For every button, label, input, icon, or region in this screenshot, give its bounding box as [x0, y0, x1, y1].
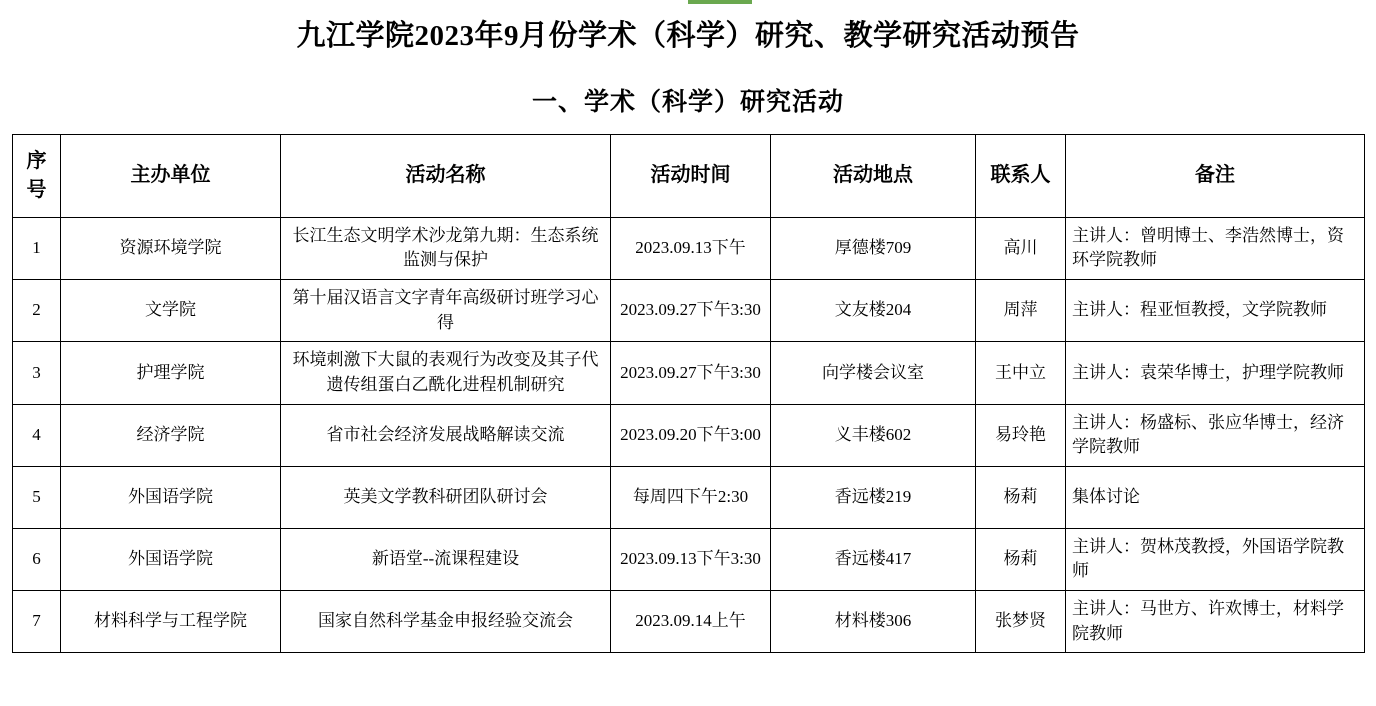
cell-remark: 主讲人：杨盛标、张应华博士，经济学院教师 [1066, 404, 1365, 466]
cell-organizer: 外国语学院 [61, 528, 281, 590]
cell-activity-time: 2023.09.20下午3:00 [611, 404, 771, 466]
cell-remark: 主讲人：袁荣华博士，护理学院教师 [1066, 342, 1365, 404]
cell-organizer: 资源环境学院 [61, 217, 281, 279]
cell-index: 1 [13, 217, 61, 279]
cell-activity-place: 香远楼417 [771, 528, 976, 590]
cell-remark: 主讲人：程亚恒教授，文学院教师 [1066, 279, 1365, 341]
cell-activity-time: 2023.09.13下午 [611, 217, 771, 279]
cell-organizer: 材料科学与工程学院 [61, 591, 281, 653]
cell-remark: 主讲人：曾明博士、李浩然博士，资环学院教师 [1066, 217, 1365, 279]
cell-activity-name: 长江生态文明学术沙龙第九期：生态系统监测与保护 [281, 217, 611, 279]
cell-remark: 集体讨论 [1066, 466, 1365, 528]
cell-index: 7 [13, 591, 61, 653]
cell-activity-time: 每周四下午2:30 [611, 466, 771, 528]
cell-organizer: 文学院 [61, 279, 281, 341]
table-row [13, 591, 1365, 653]
column-header-activity-place: 活动地点 [771, 134, 976, 217]
cell-activity-name: 第十届汉语言文字青年高级研讨班学习心得 [281, 279, 611, 341]
cell-contact: 高川 [976, 217, 1066, 279]
cell-activity-place: 材料楼306 [771, 591, 976, 653]
table-row [13, 217, 1365, 279]
cell-activity-time: 2023.09.13下午3:30 [611, 528, 771, 590]
table-row [13, 466, 1365, 528]
cell-activity-place: 文友楼204 [771, 279, 976, 341]
activity-table [12, 134, 1365, 654]
table-row [13, 404, 1365, 466]
column-header-contact: 联系人 [976, 134, 1066, 217]
cell-organizer: 经济学院 [61, 404, 281, 466]
cell-activity-name: 英美文学教科研团队研讨会 [281, 466, 611, 528]
cell-activity-place: 义丰楼602 [771, 404, 976, 466]
table-body [13, 217, 1365, 653]
table-header [13, 134, 1365, 217]
cell-contact: 易玲艳 [976, 404, 1066, 466]
column-header-activity-time: 活动时间 [611, 134, 771, 217]
cell-organizer: 护理学院 [61, 342, 281, 404]
table-row [13, 528, 1365, 590]
cell-activity-name: 省市社会经济发展战略解读交流 [281, 404, 611, 466]
cell-activity-time: 2023.09.14上午 [611, 591, 771, 653]
cell-activity-time: 2023.09.27下午3:30 [611, 342, 771, 404]
cell-activity-name: 国家自然科学基金申报经验交流会 [281, 591, 611, 653]
table-row [13, 342, 1365, 404]
cell-organizer: 外国语学院 [61, 466, 281, 528]
top-accent-bar [688, 0, 752, 4]
column-header-index-line1: 序 [26, 149, 47, 172]
cell-contact: 杨莉 [976, 528, 1066, 590]
column-header-remark: 备注 [1066, 134, 1365, 217]
column-header-activity-name: 活动名称 [281, 134, 611, 217]
cell-index: 4 [13, 404, 61, 466]
cell-index: 3 [13, 342, 61, 404]
cell-contact: 杨莉 [976, 466, 1066, 528]
cell-remark: 主讲人：贺林茂教授，外国语学院教师 [1066, 528, 1365, 590]
page-title: 九江学院2023年9月份学术（科学）研究、教学研究活动预告 [296, 20, 1080, 52]
cell-remark: 主讲人：马世方、许欢博士，材料学院教师 [1066, 591, 1365, 653]
cell-contact: 周萍 [976, 279, 1066, 341]
cell-activity-place: 香远楼219 [771, 466, 976, 528]
column-header-index-line2: 号 [26, 178, 47, 201]
cell-contact: 张梦贤 [976, 591, 1066, 653]
cell-activity-name: 新语堂--流课程建设 [281, 528, 611, 590]
document-page [0, 18, 1376, 653]
cell-activity-place: 向学楼会议室 [771, 342, 976, 404]
cell-contact: 王中立 [976, 342, 1066, 404]
column-header-index [13, 134, 61, 217]
cell-index: 6 [13, 528, 61, 590]
cell-activity-name: 环境刺激下大鼠的表观行为改变及其子代遗传组蛋白乙酰化进程机制研究 [281, 342, 611, 404]
column-header-organizer: 主办单位 [61, 134, 281, 217]
table-row [13, 279, 1365, 341]
cell-activity-time: 2023.09.27下午3:30 [611, 279, 771, 341]
table-header-row [13, 134, 1365, 217]
cell-index: 2 [13, 279, 61, 341]
cell-activity-place: 厚德楼709 [771, 217, 976, 279]
cell-index: 5 [13, 466, 61, 528]
section-title: 一、学术（科学）研究活动 [531, 88, 844, 116]
